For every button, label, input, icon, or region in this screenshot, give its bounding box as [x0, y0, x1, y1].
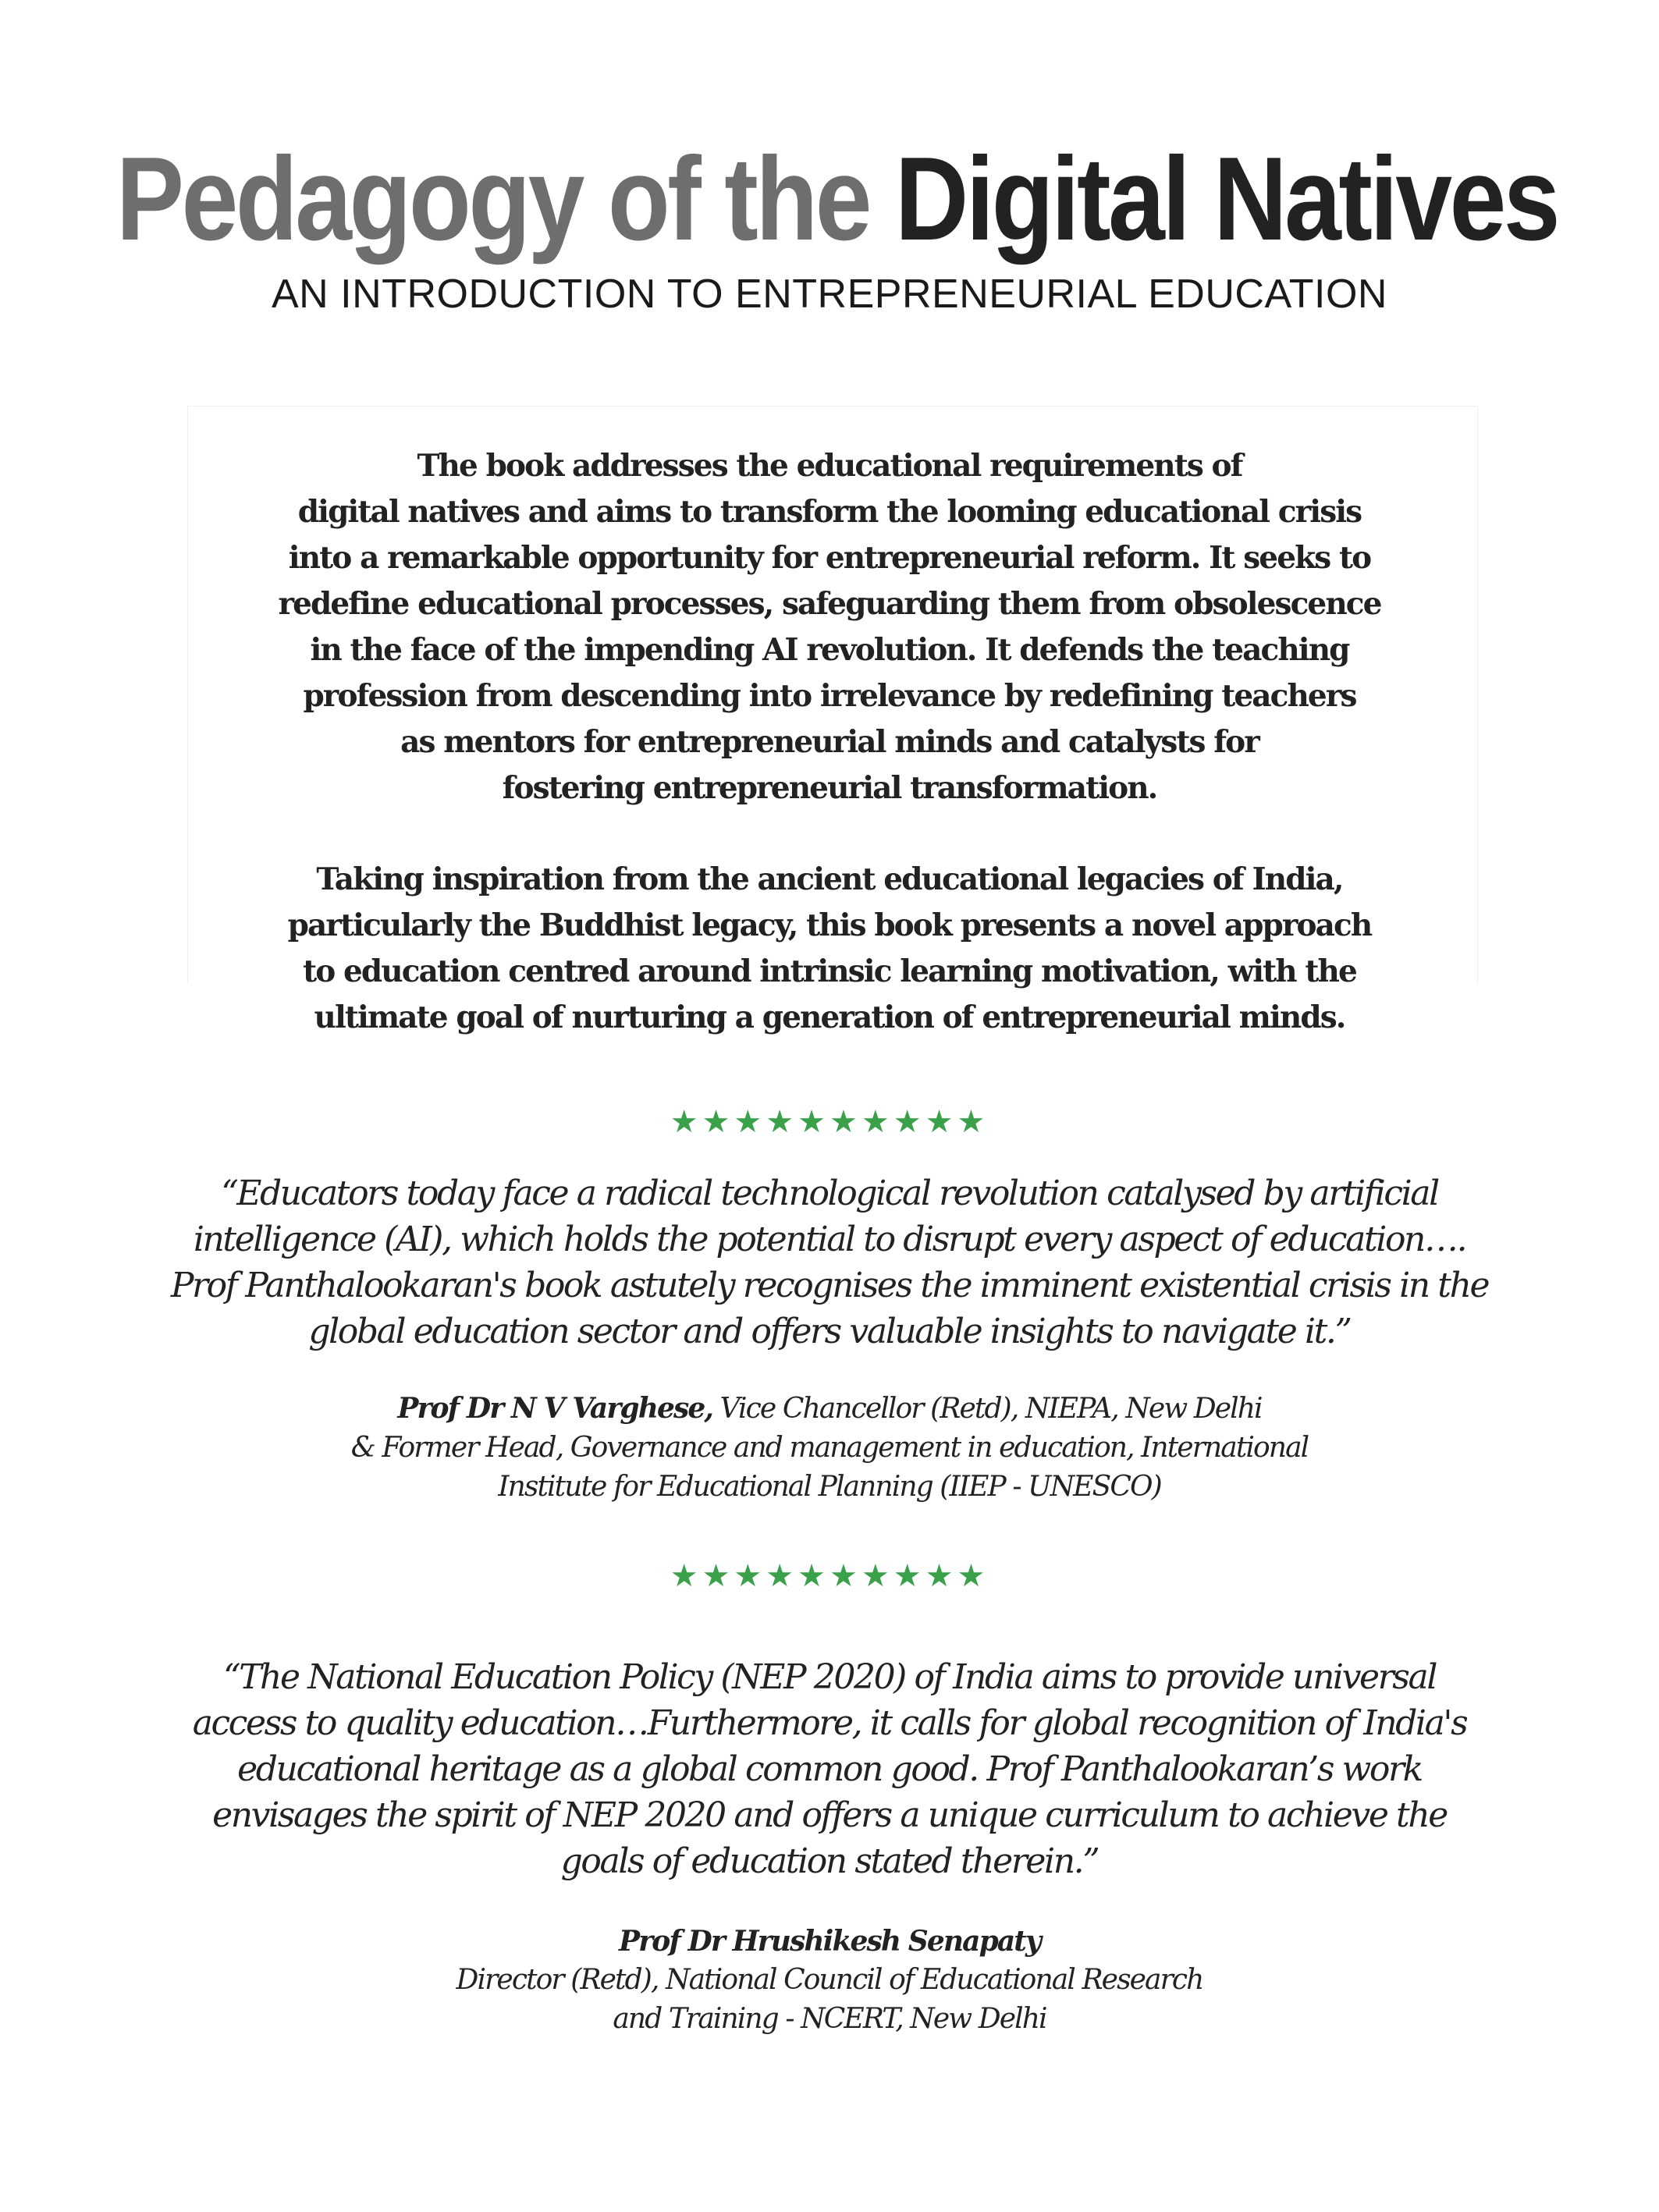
- blurb-line: Taking inspiration from the ancient educational legacies of India,: [316, 861, 1343, 897]
- quote-line: Prof Panthalookaran's book astutely recognises the imminent existential crisis in the: [170, 1266, 1489, 1305]
- attribution-name: Prof Dr Hrushikesh Senapaty: [618, 1925, 1041, 1958]
- quote-line: envisages the spirit of NEP 2020 and offers a unique curriculum to achieve the: [212, 1795, 1447, 1835]
- attribution-line: [0, 1389, 1659, 1429]
- quote-line: educational heritage as a global common good. Prof Panthalookaran’s work: [237, 1749, 1422, 1789]
- attribution-name: Prof Dr N V Varghese,: [397, 1392, 712, 1425]
- blurb-line: ultimate goal of nurturing a generation of entrepreneurial minds.: [314, 999, 1345, 1035]
- blurb-line: profession from descending into irrelevance by redefining teachers: [303, 678, 1356, 714]
- blurb-line: particularly the Buddhist legacy, this book presents a novel approach: [287, 907, 1372, 943]
- book-subtitle: AN INTRODUCTION TO ENTREPRENEURIAL EDUCATION: [272, 272, 1387, 317]
- blurb-line: digital natives and aims to transform the looming educational crisis: [297, 494, 1362, 530]
- quote-line: global education sector and offers valuable insights to navigate it.”: [308, 1312, 1351, 1351]
- attribution-line: & Former Head, Governance and management in education, International: [350, 1432, 1309, 1464]
- attribution-title: Vice Chancellor (Retd), NIEPA, New Delhi: [712, 1393, 1262, 1425]
- testimonial-attribution-1: [0, 1389, 1659, 1507]
- quote-line: “Educators today face a radical technological revolution catalysed by artificial: [221, 1173, 1438, 1213]
- blurb-paragraph-1: [0, 443, 1659, 811]
- testimonial-attribution-2: [0, 1922, 1659, 2039]
- blurb-line: as mentors for entrepreneurial minds and catalysts for: [400, 724, 1259, 760]
- blurb-paragraph-2: [0, 857, 1659, 1041]
- blurb-line: to education centred around intrinsic learning motivation, with the: [303, 953, 1356, 989]
- book-title-part1: Pedagogy of the: [115, 133, 895, 265]
- blurb-line: The book addresses the educational requirements of: [417, 448, 1242, 484]
- book-title: [115, 129, 1558, 269]
- book-title-part2: Digital Natives: [894, 133, 1558, 265]
- testimonial-quote-1: [0, 1170, 1659, 1355]
- blurb-line: redefine educational processes, safeguarding them from obsolescence: [278, 586, 1381, 622]
- attribution-line: Director (Retd), National Council of Educational Research: [456, 1964, 1203, 1996]
- star-divider-2: ★★★★★★★★★★: [670, 1558, 989, 1594]
- star-divider-1: ★★★★★★★★★★: [670, 1104, 989, 1140]
- quote-line: “The National Education Policy (NEP 2020) of India aims to provide universal: [223, 1657, 1436, 1697]
- blurb-line: fostering entrepreneurial transformation.: [502, 770, 1157, 806]
- attribution-line: and Training - NCERT, New Delhi: [613, 2003, 1046, 2035]
- blurb-line: in the face of the impending AI revolution. It defends the teaching: [310, 632, 1349, 668]
- quote-line: access to quality education…Furthermore, it calls for global recognition of India's: [192, 1703, 1467, 1743]
- quote-line: intelligence (AI), which holds the potential to disrupt every aspect of education….: [193, 1220, 1466, 1259]
- testimonial-quote-2: [0, 1654, 1659, 1884]
- blurb-line: into a remarkable opportunity for entrepreneurial reform. It seeks to: [288, 540, 1371, 576]
- quote-line: goals of education stated therein.”: [560, 1841, 1099, 1881]
- attribution-line: Institute for Educational Planning (IIEP - UNESCO): [498, 1471, 1161, 1503]
